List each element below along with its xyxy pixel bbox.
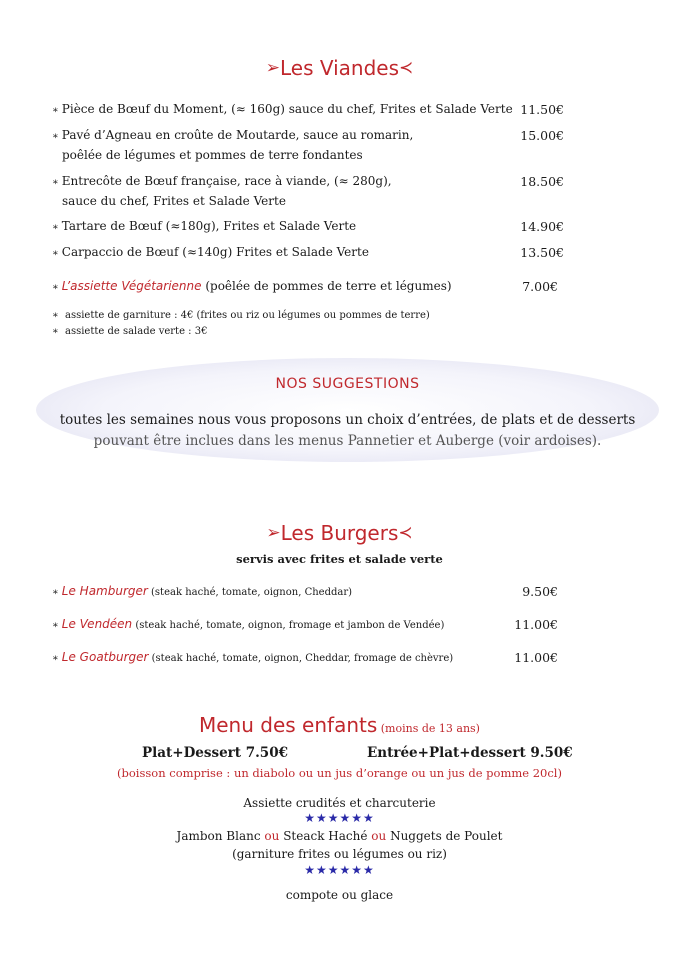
burger-item-3: ∗ Le Goatburger (steak haché, tomate, oignon, Cheddar, fromage de chèvre) 11.00€ <box>52 650 558 665</box>
price: 13.50€ <box>520 245 564 260</box>
bullet-star-icon: ∗ <box>52 587 59 598</box>
viande-item-5: ∗ Carpaccio de Bœuf (≈140g) Frites et Salade Verte 13.50€ <box>52 245 564 260</box>
viande-item-vegetarienne: ∗ L’assiette Végétarienne (poêlée de pommes de terre et légumes) 7.00€ <box>52 279 558 294</box>
price: 11.00€ <box>514 650 558 665</box>
viandes-title: ➢Les Viandes≺ <box>265 56 414 80</box>
burger-item-2: ∗ Le Vendéen (steak haché, tomate, oignon, fromage et jambon de Vendée) 11.00€ <box>52 617 558 632</box>
kids-dessert: compote ou glace <box>285 888 394 902</box>
stars-divider-icon: ★★★★★★ <box>304 811 375 825</box>
extra-garniture: ∗ assiette de garniture : 4€ (frites ou riz ou légumes ou pommes de terre) <box>52 310 430 321</box>
formula-entree-plat-dessert: Entrée+Plat+dessert 9.50€ <box>367 745 573 761</box>
bullet-star-icon: ∗ <box>52 222 59 233</box>
price: 18.50€ <box>520 174 564 189</box>
price: 11.00€ <box>514 617 558 632</box>
burger-item-1: ∗ Le Hamburger (steak haché, tomate, oignon, Cheddar) 9.50€ <box>52 584 558 599</box>
suggestions-title: NOS SUGGESTIONS <box>275 376 420 392</box>
extras-list <box>52 308 622 340</box>
price: 15.00€ <box>520 128 564 143</box>
price: 7.00€ <box>522 279 558 294</box>
formula-plat-dessert: Plat+Dessert 7.50€ <box>142 745 288 761</box>
bullet-star-icon: ∗ <box>52 105 59 116</box>
boisson-note: (boisson comprise : un diabolo ou un jus d’orange ou un jus de pomme 20cl) <box>117 766 562 780</box>
enfants-title: Menu des enfants (moins de 13 ans) <box>199 713 480 737</box>
bullet-star-icon: ∗ <box>52 177 59 188</box>
extra-salade: ∗ assiette de salade verte : 3€ <box>52 326 208 337</box>
bullet-star-icon: ∗ <box>52 282 59 293</box>
bullet-star-icon: ∗ <box>52 326 59 337</box>
stars-divider-icon: ★★★★★★ <box>304 863 375 877</box>
kids-entree: Assiette crudités et charcuterie <box>243 796 436 810</box>
kids-plats: Jambon Blanc ou Steack Haché ou Nuggets de Poulet <box>176 829 503 843</box>
price: 9.50€ <box>522 584 558 599</box>
arrow-right-icon: ➢ <box>265 58 280 78</box>
bullet-star-icon: ∗ <box>52 248 59 259</box>
arrow-right-icon: ➢ <box>266 523 281 543</box>
price: 14.90€ <box>520 219 564 234</box>
kids-garniture: (garniture frites ou légumes ou riz) <box>232 847 447 861</box>
suggestions-line-1: toutes les semaines nous vous proposons un choix d’entrées, de plats et de desserts <box>59 412 636 428</box>
bullet-star-icon: ∗ <box>52 131 59 142</box>
bullet-star-icon: ∗ <box>52 310 59 321</box>
bullet-star-icon: ∗ <box>52 653 59 664</box>
suggestions-line-2: pouvant être inclues dans les menus Pannetier et Auberge (voir ardoises). <box>93 433 602 449</box>
viande-item-1: ∗ Pièce de Bœuf du Moment, (≈ 160g) sauce du chef, Frites et Salade Verte 11.50€ <box>52 102 564 117</box>
viande-item-4: ∗ Tartare de Bœuf (≈180g), Frites et Salade Verte 14.90€ <box>52 219 564 234</box>
burgers-title: ➢Les Burgers≺ <box>266 521 413 545</box>
bullet-star-icon: ∗ <box>52 620 59 631</box>
arrow-left-icon: ≺ <box>399 58 414 78</box>
price: 11.50€ <box>520 102 564 117</box>
arrow-left-icon: ≺ <box>398 523 413 543</box>
viande-item-3: ∗ Entrecôte de Bœuf française, race à viande, (≈ 280g), sauce du chef, Frites et Salade Verte 18.50€ <box>52 174 564 208</box>
burgers-subtitle: servis avec frites et salade verte <box>236 552 443 566</box>
viande-item-2: ∗ Pavé d’Agneau en croûte de Moutarde, sauce au romarin, poêlée de légumes et pommes de terre fondantes 15.00€ <box>52 128 564 162</box>
